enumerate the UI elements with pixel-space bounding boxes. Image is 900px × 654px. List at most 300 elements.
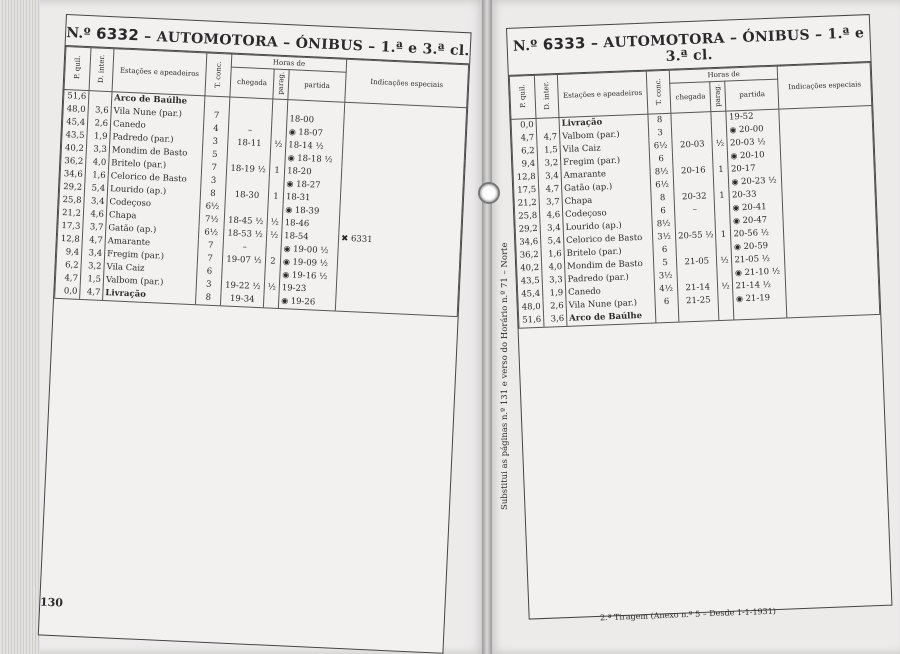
col-header-chegada: chegada <box>230 67 274 99</box>
distance-cell-text: 4,7 <box>545 184 560 195</box>
title-text: – AUTOMOTORA – ÓNIBUS – 1.ª e 3.ª cl. <box>590 25 865 65</box>
stop-cell <box>716 241 731 255</box>
distance-cell-text: 4,6 <box>90 209 105 221</box>
arrival-cell-text: 20-03 <box>679 139 705 151</box>
departure-cell-text: 21-05 ½ <box>734 254 771 266</box>
distance-cell-text: 1,9 <box>93 131 108 143</box>
stop-marker-icon: ◉ <box>283 244 294 254</box>
distance-cell <box>542 287 565 301</box>
travel-time-cell <box>196 278 222 292</box>
blank-area <box>519 314 890 565</box>
station-cell-text: Celorico de Basto <box>566 233 643 247</box>
stop-marker-icon: ◉ <box>733 242 744 252</box>
stop-cell-text: 1 <box>274 166 281 177</box>
col-header-t-conc: T. conc. <box>654 77 664 105</box>
travel-time-cell-text: 7 <box>207 254 213 265</box>
km-cell <box>62 116 88 130</box>
km-cell-text: 51,6 <box>522 315 542 326</box>
stop-cell-text: 1 <box>720 230 727 241</box>
timetable-6333 <box>506 14 892 620</box>
departure-cell-text: 20-03 ½ <box>729 137 766 149</box>
arrival-cell-text: 18-53 ½ <box>227 228 264 241</box>
distance-cell <box>539 183 562 197</box>
distance-cell-text: 4,7 <box>543 132 558 144</box>
arrival-cell-text: 20-55 ½ <box>677 230 714 242</box>
stop-cell <box>717 254 732 268</box>
station-cell-text: Padredo (par.) <box>112 132 174 146</box>
km-cell <box>515 223 540 237</box>
km-cell-text: 45,4 <box>65 117 86 129</box>
km-cell <box>55 272 81 286</box>
distance-cell-text: 3,7 <box>546 197 560 208</box>
travel-time-cell-text: 3½ <box>657 232 672 243</box>
distance-cell <box>80 273 104 287</box>
station-cell-text: Amarante <box>107 236 151 249</box>
stop-cell <box>713 150 728 164</box>
stop-marker-icon: ◉ <box>730 151 741 161</box>
distance-cell <box>88 91 112 106</box>
distance-cell-text: 1,6 <box>548 249 562 260</box>
arrival-cell-text: – <box>692 205 698 216</box>
travel-time-cell-text: 4 <box>212 124 219 135</box>
travel-time-cell-text: 8½ <box>654 167 669 178</box>
distance-cell-text: 5,4 <box>547 236 562 247</box>
km-cell-text: 43,5 <box>520 276 540 288</box>
km-cell <box>59 194 85 208</box>
stop-cell <box>265 268 281 282</box>
arrival-cell-text: 21-14 <box>685 282 711 294</box>
km-cell-text: 4,7 <box>520 133 535 144</box>
stop-cell <box>266 242 282 256</box>
km-cell-text: 4,7 <box>64 273 79 285</box>
km-cell-text: 17,3 <box>61 221 81 233</box>
distance-cell <box>539 196 562 210</box>
km-cell <box>512 145 537 159</box>
station-cell-text: Codeçoso <box>109 197 152 210</box>
departure-cell-text: 20-17 <box>730 163 756 175</box>
stop-marker-icon: ◉ <box>729 125 740 135</box>
arrival-cell-text: – <box>247 125 253 136</box>
title-text: – AUTOMOTORA – ÓNIBUS – 1.ª e 3.ª cl. <box>143 28 470 60</box>
distance-cell <box>87 117 111 131</box>
timetable-table <box>54 46 469 316</box>
arrival-cell-text: 19-34 <box>229 294 255 306</box>
km-cell-text: 0,0 <box>63 286 78 298</box>
km-cell <box>60 168 86 182</box>
stop-cell <box>263 294 279 308</box>
km-cell <box>513 171 538 185</box>
travel-time-cell <box>654 282 677 296</box>
stop-cell <box>712 137 727 151</box>
travel-time-cell <box>200 187 226 201</box>
travel-time-cell <box>651 192 674 206</box>
station-cell-text: Britelo (par.) <box>566 247 622 260</box>
col-header-partida: partida <box>725 79 779 111</box>
arrival-cell-text: 20-16 <box>680 165 706 177</box>
distance-cell <box>87 130 111 144</box>
departure-cell-text: 20-59 <box>743 241 769 253</box>
departure-cell-text: 20-47 <box>742 215 768 227</box>
travel-time-cell <box>197 265 223 279</box>
distance-cell <box>85 169 109 183</box>
stop-cell <box>714 176 729 190</box>
km-cell <box>59 181 85 195</box>
distance-cell <box>83 221 107 235</box>
station-cell-text: Arco de Baúlhe <box>569 311 643 325</box>
book-gutter <box>482 0 492 654</box>
km-cell-text: 48,0 <box>521 302 541 313</box>
stop-marker-icon: ◉ <box>282 270 293 280</box>
stop-cell <box>269 164 285 178</box>
station-cell-text: Vila Nune (par.) <box>568 298 638 312</box>
travel-time-cell <box>649 153 672 167</box>
departure-cell-text: 19-00 ½ <box>292 244 329 257</box>
travel-time-cell <box>203 135 229 149</box>
station-cell-text: Vila Nune (par.) <box>113 106 183 120</box>
title-prefix: N.º <box>512 37 538 55</box>
distance-cell-text: 4,7 <box>86 287 101 299</box>
distance-cell <box>81 260 105 274</box>
km-cell <box>57 233 83 247</box>
departure-cell-text: 18-18 ½ <box>296 154 333 166</box>
distance-cell <box>538 157 561 171</box>
stop-marker-icon: ◉ <box>286 179 297 189</box>
arrival-cell-text: 21-25 <box>685 295 711 307</box>
stop-marker-icon: ◉ <box>731 177 742 187</box>
distance-cell <box>537 144 560 158</box>
arrival-cell-text: 21-05 <box>684 256 710 268</box>
arrival-cell-text: 18-19 ½ <box>230 164 267 176</box>
travel-time-cell-text: 7½ <box>204 214 219 226</box>
km-cell-text: 34,6 <box>63 169 83 181</box>
km-cell <box>512 132 537 146</box>
departure-cell-text: 18-46 <box>284 218 310 230</box>
travel-time-cell-text: 6 <box>661 245 668 256</box>
station-cell-text: Fregim (par.) <box>563 156 621 169</box>
distance-cell <box>538 170 561 184</box>
travel-time-cell-text: 7 <box>207 241 214 252</box>
departure-cell-text: 18-14 ½ <box>288 140 324 153</box>
km-cell-text: 9,4 <box>65 247 80 259</box>
travel-time-cell <box>652 231 675 245</box>
stop-cell <box>269 177 285 191</box>
distance-cell-text: 3,3 <box>549 275 563 286</box>
distance-cell-text: 3,4 <box>90 196 105 208</box>
km-cell-text: 25,8 <box>518 211 538 223</box>
departure-cell-text: 18-31 <box>285 192 311 204</box>
stop-cell-text: ½ <box>270 217 280 229</box>
departure-cell-text: 21-10 ½ <box>744 267 781 279</box>
km-cell <box>518 301 543 315</box>
arrival-cell-text: 18-30 <box>234 190 260 202</box>
station-cell-text: Vila Caiz <box>562 143 601 156</box>
travel-time-cell-text: 8 <box>210 189 216 200</box>
km-cell-text: 48,0 <box>66 104 86 116</box>
col-header-horas-de: Horas de <box>231 54 346 72</box>
station-cell-text: Vila Caiz <box>106 262 145 275</box>
stop-cell <box>270 138 286 152</box>
departure-cell-text: 20-41 <box>741 202 767 214</box>
blank-area <box>42 298 457 577</box>
stop-cell <box>719 306 734 320</box>
km-cell-text: 40,2 <box>64 143 85 155</box>
station-cell-text: Britelo (par.) <box>111 158 167 172</box>
distance-cell <box>540 222 563 236</box>
col-header-chegada: chegada <box>670 82 712 113</box>
travel-time-cell-text: 8 <box>659 193 666 204</box>
distance-cell <box>540 235 563 249</box>
arrival-cell-text: – <box>242 242 247 253</box>
page-number: 130 <box>39 595 64 610</box>
travel-time-cell <box>201 161 227 175</box>
stop-cell <box>718 293 733 307</box>
travel-time-cell <box>650 166 673 180</box>
distance-cell-text: 1,5 <box>544 145 558 157</box>
stop-cell <box>270 151 286 165</box>
departure-cell-text: 20-56 ½ <box>733 228 770 240</box>
km-cell <box>63 103 89 117</box>
col-header-partida: partida <box>288 70 346 102</box>
station-cell-text: Amarante <box>563 169 607 182</box>
stop-marker-icon: ◉ <box>285 205 296 215</box>
distance-cell-text: 2,6 <box>94 118 109 130</box>
timetable-body <box>55 89 467 316</box>
punch-hole-top <box>478 182 500 204</box>
travel-time-cell-text: 6 <box>663 297 670 308</box>
distance-cell-text: 1,6 <box>91 170 106 182</box>
stop-cell-text: ½ <box>267 282 277 294</box>
travel-time-cell <box>648 127 671 141</box>
departure-cell-text: 18-07 <box>298 128 324 140</box>
stop-cell <box>711 111 727 125</box>
distance-cell-text: 1,9 <box>549 288 564 299</box>
travel-time-cell <box>197 252 223 266</box>
travel-time-cell-text: 6½ <box>204 227 219 239</box>
km-cell-text: 40,2 <box>520 263 540 275</box>
timetable-6332 <box>38 14 472 654</box>
stop-cell-text: ½ <box>720 256 729 267</box>
distance-cell-text: 1,5 <box>87 274 102 286</box>
km-cell-text: 36,2 <box>519 250 539 262</box>
stop-cell <box>272 112 288 126</box>
substitution-note: Substitui as páginas n.º 131 e verso do Horário n.º 71 – Norte <box>500 242 510 510</box>
km-cell <box>511 118 536 132</box>
km-cell <box>517 262 542 276</box>
col-header-p-quil: P. quil. <box>518 84 528 109</box>
station-cell-text: Livração <box>105 288 147 301</box>
station-cell-text: Livração <box>561 117 603 130</box>
distance-cell <box>80 286 104 300</box>
travel-time-cell-text: 7 <box>213 111 220 122</box>
travel-time-cell-text: 3 <box>205 280 212 291</box>
travel-time-cell-text: 6½ <box>205 201 220 213</box>
km-cell-text: 17,5 <box>517 185 537 197</box>
stop-cell-text: ½ <box>269 230 279 242</box>
stop-cell <box>268 203 284 217</box>
travel-time-cell-text: 3 <box>657 128 664 139</box>
km-cell <box>517 275 542 289</box>
travel-time-cell <box>648 113 672 127</box>
distance-cell <box>542 274 565 288</box>
travel-time-cell <box>655 308 678 322</box>
km-cell <box>61 155 87 169</box>
travel-time-cell-text: 6 <box>658 154 665 165</box>
distance-cell-text: 2,6 <box>550 301 564 312</box>
stop-marker-icon: ◉ <box>732 216 743 226</box>
departure-cell-text: 21-19 <box>745 293 771 305</box>
km-cell-text: 0,0 <box>520 120 534 131</box>
travel-time-cell <box>652 218 675 232</box>
departure-cell-text: 18-20 <box>286 166 312 178</box>
km-cell <box>515 210 540 224</box>
distance-cell <box>86 143 110 157</box>
stop-cell-text: 1 <box>719 191 725 202</box>
station-cell-text: Mondim de Basto <box>111 145 188 160</box>
col-header-d-inter: D. inter. <box>542 81 552 110</box>
km-cell <box>513 158 538 172</box>
travel-time-cell <box>198 239 224 253</box>
stop-cell <box>715 202 730 216</box>
stop-cell-text: 1 <box>272 191 279 203</box>
km-cell-text: 29,2 <box>62 182 83 194</box>
travel-time-cell <box>651 205 674 219</box>
km-cell-text: 12,8 <box>60 234 80 246</box>
departure-cell-text: 20-33 <box>731 189 757 201</box>
km-cell <box>61 142 87 156</box>
km-cell <box>516 249 541 263</box>
departure-cell-text: 18-27 <box>295 180 321 192</box>
departure-cell-text: 18-54 <box>283 231 309 243</box>
stop-cell <box>266 229 282 243</box>
station-cell-text: Fregim (par.) <box>106 249 165 263</box>
stop-cell <box>713 163 728 177</box>
distance-cell <box>543 300 566 314</box>
station-cell-text: Chapa <box>564 196 593 208</box>
stop-marker-icon: ◉ <box>282 257 293 267</box>
col-header-paragem: parag. <box>713 83 723 107</box>
stop-cell <box>272 99 288 113</box>
km-cell <box>514 197 539 211</box>
departure-cell-text: 21-14 ½ <box>735 280 772 292</box>
distance-cell <box>81 247 105 261</box>
col-header-paragem: parag. <box>276 71 286 95</box>
distance-cell <box>541 248 564 262</box>
km-cell <box>519 314 544 328</box>
print-run-footer: 2.ª Tiragem (Anexo n.º 5 – Desde 1-1-1931) <box>599 606 777 623</box>
station-cell-text: Gatão (ap.) <box>108 223 157 236</box>
travel-time-cell <box>649 140 672 154</box>
distance-cell-text: 3,3 <box>93 144 108 156</box>
travel-time-cell <box>198 226 224 240</box>
travel-time-cell <box>203 122 229 136</box>
km-cell <box>55 285 81 299</box>
stop-cell <box>265 255 281 269</box>
station-cell-text: Arco de Baúlhe <box>113 93 188 107</box>
distance-cell <box>88 104 112 118</box>
stop-cell <box>712 124 727 138</box>
departure-cell-text: 18-00 <box>289 114 315 126</box>
distance-cell <box>540 209 563 223</box>
distance-cell-text: 3,4 <box>545 171 559 182</box>
distance-cell-text: 3,2 <box>544 158 559 170</box>
stop-cell <box>717 267 732 281</box>
stop-cell <box>264 281 280 295</box>
travel-time-cell <box>204 96 230 111</box>
km-cell <box>58 220 84 234</box>
travel-time-cell <box>199 213 225 227</box>
distance-cell <box>536 117 560 131</box>
timetable-table <box>509 62 880 328</box>
km-cell <box>516 236 541 250</box>
title-prefix: N.º <box>65 25 92 43</box>
stop-cell <box>271 125 287 139</box>
travel-time-cell-text: 6 <box>660 206 667 217</box>
stop-marker-icon: ◉ <box>281 296 291 306</box>
distance-cell-text: 5,4 <box>91 183 106 195</box>
distance-cell-text: 3,6 <box>550 314 565 325</box>
km-cell <box>56 259 82 273</box>
station-cell-text: Gatão (ap.) <box>564 182 613 195</box>
km-cell-text: 25,8 <box>62 195 82 207</box>
km-cell <box>518 288 543 302</box>
timetable-body <box>511 105 880 327</box>
departure-cell-text: 19-26 <box>290 296 316 308</box>
col-header-d-inter: D. inter. <box>96 54 107 83</box>
station-cell-text: Mondim de Basto <box>567 259 643 273</box>
stop-marker-icon: ◉ <box>288 127 299 138</box>
km-cell <box>62 129 88 143</box>
km-cell-text: 34,6 <box>519 237 539 249</box>
travel-time-cell <box>201 174 227 188</box>
arrival-cell-text: 18-11 <box>236 138 262 150</box>
station-cell-text: Canedo <box>112 119 146 132</box>
distance-cell <box>85 156 109 170</box>
distance-cell-text: 3,7 <box>89 222 104 234</box>
train-number: 6333 <box>542 33 587 54</box>
distance-cell-text: 4,0 <box>92 157 107 169</box>
station-cell-text: Codeçoso <box>565 208 607 221</box>
page-stack-edge <box>0 0 40 654</box>
km-cell-text: 45,4 <box>521 289 541 300</box>
km-cell-text: 36,2 <box>64 156 84 168</box>
stop-marker-icon: ◉ <box>734 268 745 278</box>
travel-time-cell-text: 3 <box>212 137 219 148</box>
travel-time-cell-text: 6½ <box>655 180 670 191</box>
stop-cell <box>715 215 730 229</box>
distance-cell <box>84 195 108 209</box>
stop-cell-text: ½ <box>721 281 730 293</box>
travel-time-cell-text: 7 <box>211 163 218 174</box>
departure-cell-text: 19-09 ½ <box>292 257 329 270</box>
departure-cell-text: 19-52 <box>728 111 754 123</box>
stop-cell <box>714 189 729 203</box>
stop-cell <box>267 216 283 230</box>
travel-time-cell-text: 5 <box>211 150 218 161</box>
col-header-indicacoes: Indicações especiais <box>345 59 469 107</box>
travel-time-cell-text: 3 <box>210 176 217 187</box>
distance-cell <box>83 208 107 222</box>
station-cell-text: Chapa <box>108 210 137 222</box>
km-cell <box>63 89 89 104</box>
departure-cell-text: 20-00 <box>738 124 764 136</box>
km-cell-text: 6,2 <box>521 146 535 157</box>
km-cell-text: 12,8 <box>516 172 536 184</box>
distance-cell <box>537 131 560 145</box>
travel-time-cell <box>195 291 221 305</box>
km-cell-text: 9,4 <box>521 159 536 170</box>
distance-cell-text: 3,4 <box>88 248 103 260</box>
col-header-stations: Estações e apeadeiros <box>112 49 207 96</box>
